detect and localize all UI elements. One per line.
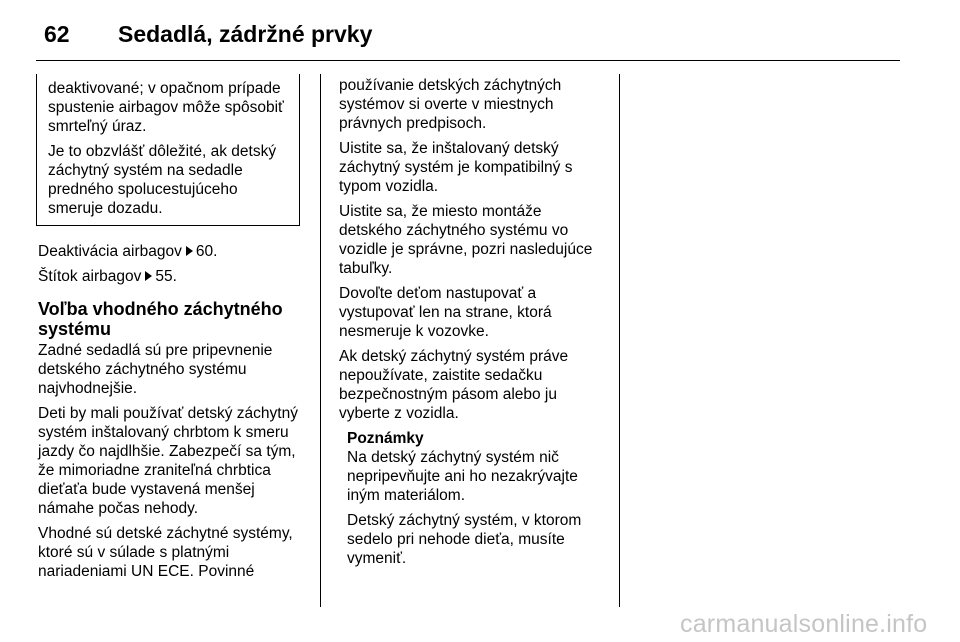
column-divider: [619, 74, 620, 607]
watermark: carmanualsonline.info: [680, 610, 928, 638]
ref-page: 60.: [195, 243, 218, 260]
paragraph: Uistite sa, že miesto montáže detského záchytného systému vo vozidle je správne, pozri nasledujúce tabuľky.: [339, 203, 593, 277]
warning-text: Je to obzvlášť dôležité, ak detský záchytný systém na sedadle predného spolucestujúceho smeruje dozadu.: [48, 143, 277, 217]
paragraph: Uistite sa, že inštalovaný detský záchytný systém je kompatibilný s typom vozidla.: [339, 140, 573, 195]
left-column: [38, 74, 304, 587]
paragraph: Vhodné sú detské záchytné systémy, ktoré sú v súlade s platnými nariadeniami UN ECE. Povinné: [38, 525, 293, 580]
warning-box: [36, 74, 300, 226]
header-rule: [36, 60, 900, 61]
column-divider: [320, 74, 321, 607]
page-ref-icon: [186, 246, 193, 256]
page-header-title: Sedadlá, zádržné prvky: [118, 21, 373, 47]
paragraph: Zadné sedadlá sú pre pripevnenie detského záchytného systému najvhodnejšie.: [38, 342, 273, 397]
note-text: Na detský záchytný systém nič nepripevňujte ani ho nezakrývajte iným materiálom.: [347, 449, 578, 504]
paragraph: Dovoľte deťom nastupovať a vystupovať len na strane, ktorá nesmeruje k vozovke.: [339, 285, 552, 340]
warning-text: deaktivované; v opačnom prípade spustenie airbagov môže spôsobiť smrteľný úraz.: [48, 80, 284, 135]
paragraph: používanie detských záchytných systémov si overte v miestnych právnych predpisoch.: [339, 77, 562, 132]
middle-column: [339, 76, 607, 574]
page-ref-icon: [145, 271, 152, 281]
ref-text: Deaktivácia airbagov: [38, 243, 182, 260]
note-text: Detský záchytný systém, v ktorom sedelo pri nehode dieťa, musíte vymeniť.: [347, 512, 582, 567]
paragraph: Deti by mali používať detský záchytný systém inštalovaný chrbtom k smeru jazdy čo najdlhšie. Zabezpečí sa tým, že mimoriadne zraniteľná chrbtica dieťaťa bude vystavená menšej námahe počas nehody.: [38, 405, 298, 517]
ref-page: 55.: [155, 268, 177, 285]
section-heading: Voľba vhodného záchytného systému: [38, 299, 283, 339]
ref-text: Štítok airbagov: [38, 268, 142, 285]
page-number: 62: [44, 21, 70, 47]
paragraph: Ak detský záchytný systém práve nepoužívate, zaistite sedačku bezpečnostným pásom alebo ju vyberte z vozidla.: [339, 348, 569, 422]
airbag-deactivation-ref[interactable]: [38, 242, 304, 261]
note-label: Poznámky: [347, 430, 424, 447]
airbag-label-ref[interactable]: [38, 267, 304, 286]
note-block: [347, 429, 607, 568]
